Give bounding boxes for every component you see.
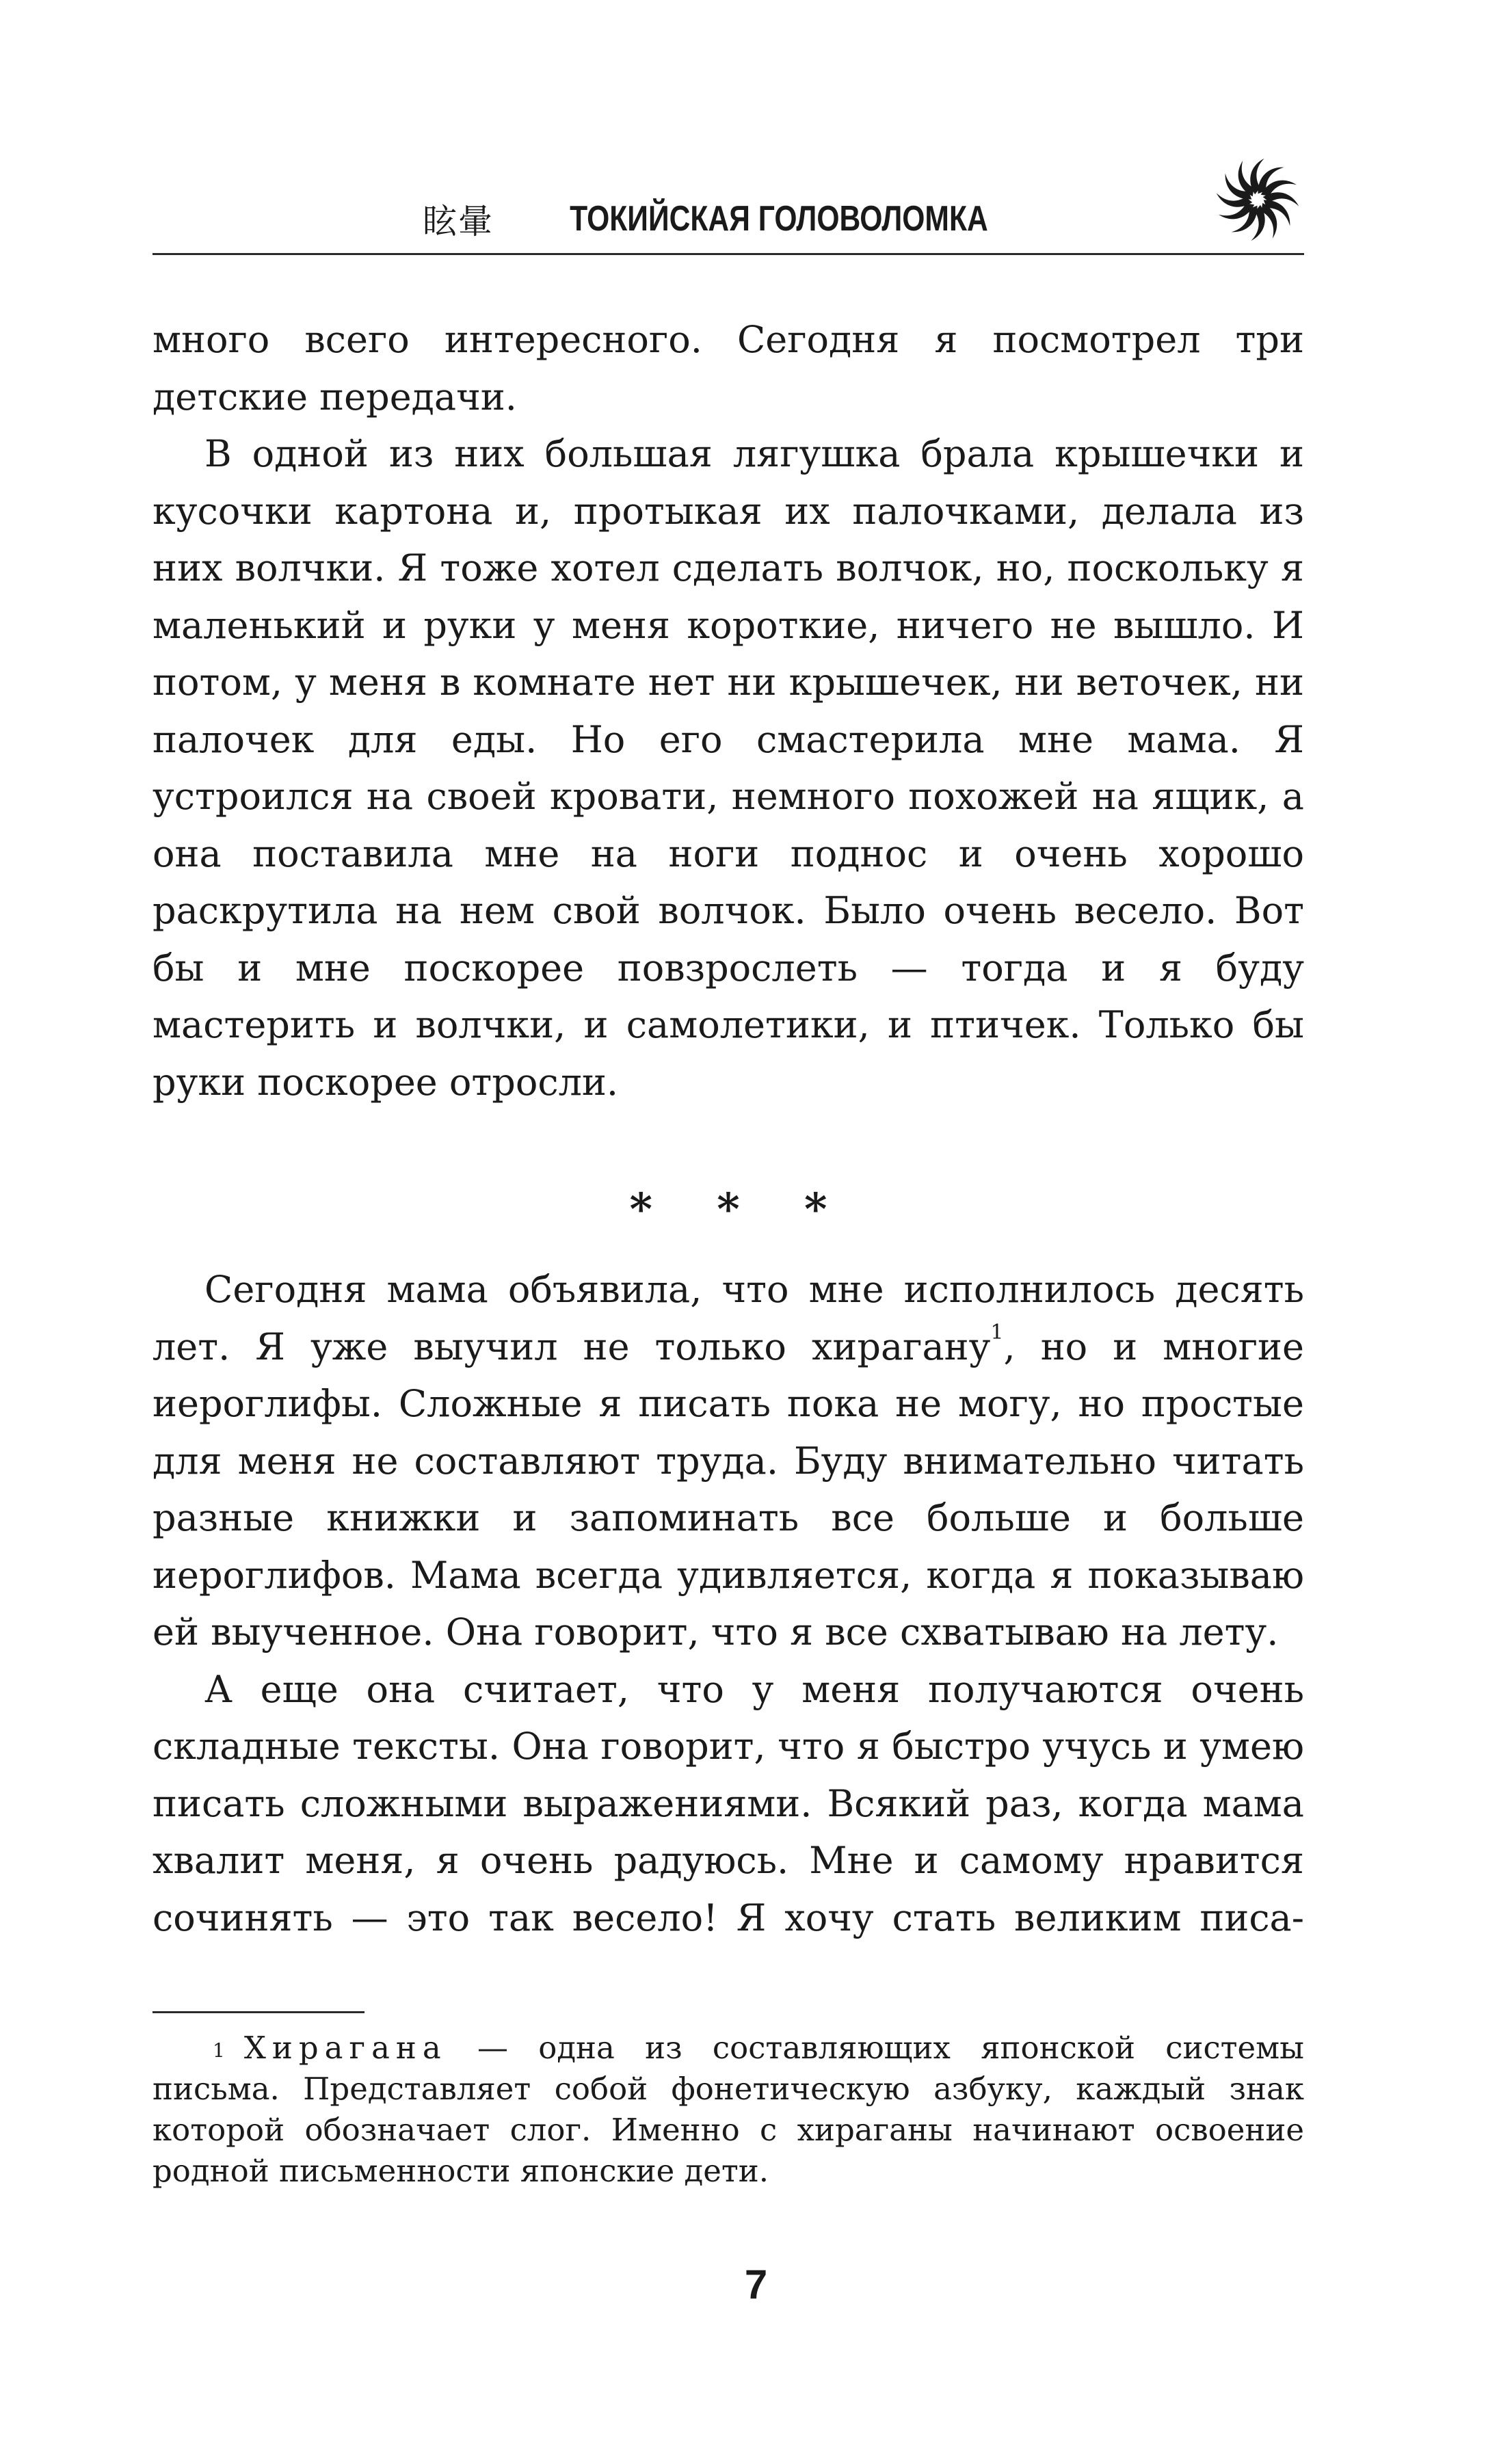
paragraph-3	[152, 1261, 1304, 1661]
running-header	[152, 185, 1304, 253]
book-title: ТОКИЙСКАЯ ГОЛОВОЛОМКА	[570, 199, 988, 239]
paragraph-4: А еще она считает, что у меня получаются очень складные тексты. Она говорит, что я быстро учусь и умею писать сложными выражениями. Всякий раз, когда мама хвалит меня, я очень радуюсь. Мне и самому нравится сочинять — это так весело! Я хочу стать великим писа-	[152, 1667, 1304, 1939]
paragraph-1: много всего интересного. Сегодня я посмотрел три детские передачи.	[152, 318, 1304, 419]
spiral-logo-icon	[1211, 153, 1304, 246]
footnote-rule	[152, 2011, 364, 2013]
section-divider: * * *	[629, 1184, 852, 1235]
footnote-reference[interactable]: 1	[990, 1320, 1004, 1344]
paragraph-2: В одной из них большая лягушка брала крышечки и кусочки картона и, протыкая их палочками, делала из них волчки. Я тоже хотел сделать волчок, но, поскольку я маленький и руки у меня короткие, ничего не вышло. И потом, у меня в комнате нет ни крышечек, ни веточек, ни палочек для еды. Но его смастерила мне мама. Я устроился на своей кровати, немного похожей на ящик, а она поставила мне на ноги поднос и очень хорошо раскрутила на нем свой волчок. Было очень весело. Вот бы и мне поскорее повзрослеть — тогда и я буду мастерить и волчки, и самолетики, и птичек. Только бы руки поскорее отросли.	[152, 432, 1304, 1104]
page-number: 7	[744, 2261, 768, 2307]
footnote-term: Хирагана	[243, 2030, 447, 2066]
paragraph-3-start: Сегодня мама объявила, что мне исполнилось десять лет. Я уже выучил не только хирагану	[152, 1268, 1304, 1368]
footnote-text: — одна из составляющих японской системы письма. Представляет собой фонетическую азбуку, каждый знак которой обозначает слог. Именно с хираганы начинают освоение родной письменности японские дети.	[152, 2030, 1304, 2189]
footnote	[152, 2028, 1304, 2192]
header-rule	[152, 253, 1304, 255]
header-title-group	[152, 194, 1304, 243]
body-text	[152, 311, 1304, 1946]
paragraph-3-end: , но и многие иероглифы. Сложные я писать пока не могу, но простые для меня не составляют труда. Буду внимательно читать разные книжки и запоминать все больше и больше иероглифов. Мама всегда удивляется, когда я показываю ей выученное. Она говорит, что я все схватываю на лету.	[152, 1325, 1304, 1654]
footnote-marker: 1	[213, 2039, 225, 2062]
header-kanji: 眩暈	[423, 202, 494, 241]
